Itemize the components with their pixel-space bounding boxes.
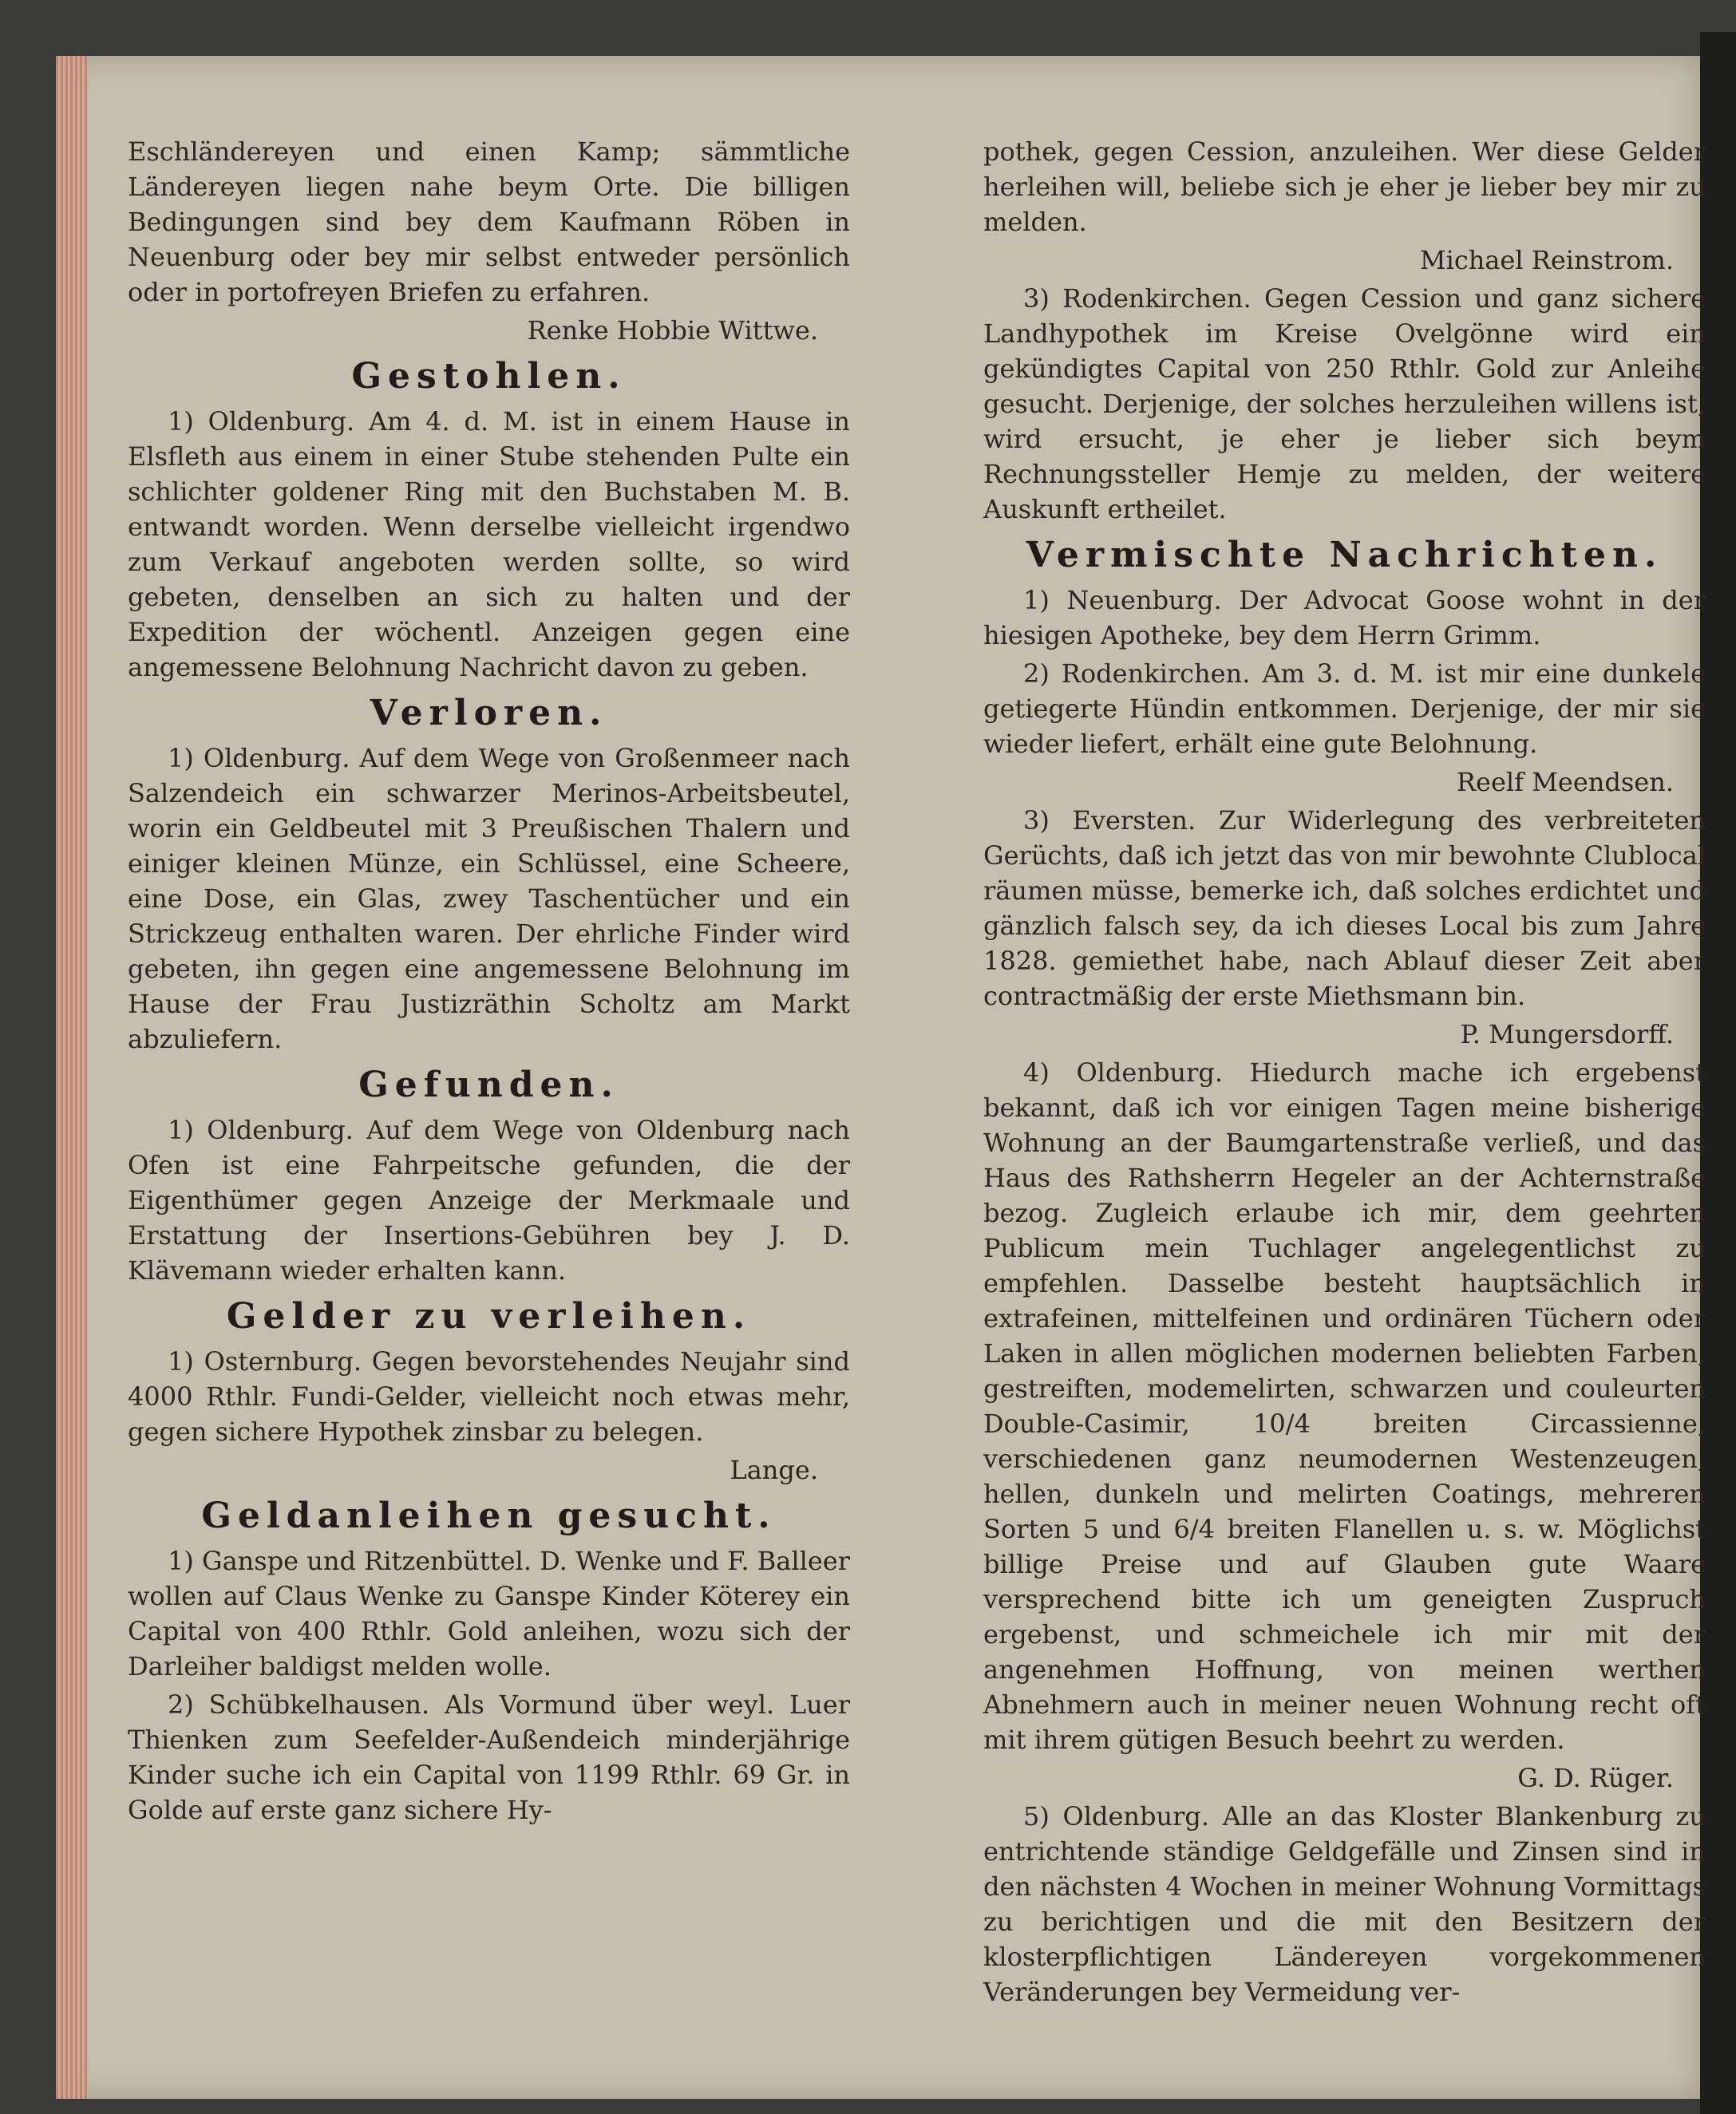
left-column bbox=[128, 134, 850, 1831]
heading-geldanleihen: Geldanleihen gesucht. bbox=[201, 1496, 777, 1536]
notice-verm-5: 5) Oldenburg. Alle an das Kloster Blankenburg zu entrichtende ständige Geldgefälle und Zinsen sind in den nächsten 4 Wochen in meiner Wohnung Vormittags zu berichtigen und die mit den Besitzern der klosterpflichtigen Ländereyen vorgekommenen Veränderungen bey Vermeidung ver- bbox=[983, 1801, 1706, 2007]
notice-gefunden-1: 1) Oldenburg. Auf dem Wege von Oldenburg nach Ofen ist eine Fahrpeitsche gefunden, die der Eigenthümer gegen Anzeige der Merkmaale und Erstattung der Insertions-Gebühren bey J. D. Klävemann wieder erhalten kann. bbox=[128, 1115, 850, 1286]
heading-gestohlen: Gestohlen. bbox=[351, 356, 627, 397]
heading-vermischte: Vermischte Nachrichten. bbox=[1026, 535, 1663, 575]
notice-anleihen-2: 2) Schübkelhausen. Als Vormund über weyl. Luer Thienken zum Seefelder-Außendeich minderjährige Kinder suche ich ein Capital von 1199 Rthlr. 69 Gr. in Golde auf erste ganz sichere Hy- bbox=[128, 1689, 850, 1825]
notice-gelder-1-signature: Lange. bbox=[730, 1455, 818, 1485]
notice-anleihen-1: 1) Ganspe und Ritzenbüttel. D. Wenke und F. Balleer wollen auf Claus Wenke zu Ganspe Kinder Köterey ein Capital von 400 Rthlr. Gold anleihen, wozu sich der Darleiher baldigst melden wolle. bbox=[128, 1546, 850, 1681]
heading-gelder-verleihen: Gelder zu verleihen. bbox=[226, 1296, 752, 1337]
notice-verm-3: 3) Eversten. Zur Widerlegung des verbreiteten Gerüchts, daß ich jetzt das von mir bewohnte Clublocal räumen müsse, bemerke ich, daß solches erdichtet und gänzlich falsch sey, da ich dieses Local bis zum Jahre 1828. gemiethet habe, nach Ablauf dieser Zeit aber contractmäßig der erste Miethsmann bin. bbox=[983, 805, 1706, 1011]
notice-verm-4: 4) Oldenburg. Hiedurch mache ich ergebenst bekannt, daß ich vor einigen Tagen meine bisherige Wohnung an der Baumgartenstraße verließ, und das Haus des Rathsherrn Hegeler an der Achternstraße bezog. Zugleich erlaube ich mir, dem geehrten Publicum mein Tuchlager angelegentlichst zu empfehlen. Dasselbe besteht hauptsächlich in extrafeinen, mittelfeinen und ordinären Tüchern oder Laken in allen möglichen modernen beliebten Farben, gestreiften, modemelirten, schwarzen und couleurten Double-Casimir, 10/4 breiten Circassienne, verschiedenen ganz neumodernen Westenzeugen, hellen, dunkeln und melirten Coatings, mehreren Sorten 5 und 6/4 breiten Flanellen u. s. w. Möglichst billige Preise und auf Glauben gute Waare versprechend bitte ich um geneigten Zuspruch ergebenst, und schmeichele ich mir mit der angenehmen Hoffnung, von meinen werthen Abnehmern auch in meiner neuen Wohnung recht oft mit ihrem gütigen Besuch beehrt zu werden. bbox=[983, 1057, 1706, 1755]
notice-gelder-1: 1) Osternburg. Gegen bevorstehendes Neujahr sind 4000 Rthlr. Fundi-Gelder, vielleicht noch etwas mehr, gegen sichere Hypothek zinsbar zu belegen. bbox=[128, 1346, 850, 1447]
notice-verm-1: 1) Neuenburg. Der Advocat Goose wohnt in der hiesigen Apotheke, bey dem Herrn Grimm. bbox=[983, 585, 1706, 650]
notice-gestohlen-1: 1) Oldenburg. Am 4. d. M. ist in einem Hause in Elsfleth aus einem in einer Stube stehenden Pulte ein schlichter goldener Ring mit den Buchstaben M. B. entwandt worden. Wenn derselbe vielleicht irgendwo zum Verkauf angeboten werden sollte, so wird gebeten, denselben an sich zu halten und der Expedition der wöchentl. Anzeigen gegen eine angemessene Belohnung Nachricht davon zu geben. bbox=[128, 406, 850, 682]
continued-paragraph: pothek, gegen Cession, anzuleihen. Wer diese Gelder herleihen will, beliebe sich je eher je lieber bey mir zu melden. bbox=[983, 136, 1706, 237]
continued-signature: Michael Reinstrom. bbox=[1419, 245, 1674, 275]
notice-anleihen-3: 3) Rodenkirchen. Gegen Cession und ganz sichere Landhypothek im Kreise Ovelgönne wird ein gekündigtes Capital von 250 Rthlr. Gold zur Anleihe gesucht. Derjenige, der solches herzuleihen willens ist, wird ersucht, je eher je lieber sich beym Rechnungssteller Hemje zu melden, der weitere Auskunft ertheilet. bbox=[983, 283, 1706, 524]
page-edge bbox=[56, 56, 88, 2099]
notice-verm-3-signature: P. Mungersdorff. bbox=[1460, 1019, 1674, 1049]
notice-verm-4-signature: G. D. Rüger. bbox=[1517, 1763, 1674, 1793]
heading-verloren: Verloren. bbox=[370, 693, 608, 733]
notice-verm-2: 2) Rodenkirchen. Am 3. d. M. ist mir eine dunkele getiegerte Hündin entkommen. Derjenige, der mir sie wieder liefert, erhält eine gute Belohnung. bbox=[983, 658, 1706, 759]
intro-paragraph: Eschländereyen und einen Kamp; sämmtliche Ländereyen liegen nahe beym Orte. Die billigen Bedingungen sind bey dem Kaufmann Röben in Neuenburg oder bey mir selbst entweder persönlich oder in portofreyen Briefen zu erfahren. bbox=[128, 136, 850, 307]
notice-verm-2-signature: Reelf Meendsen. bbox=[1456, 767, 1674, 797]
heading-gefunden: Gefunden. bbox=[358, 1065, 619, 1105]
notice-verloren-1: 1) Oldenburg. Auf dem Wege von Großenmeer nach Salzendeich ein schwarzer Merinos-Arbeitsbeutel, worin ein Geldbeutel mit 3 Preußischen Thalern und einiger kleinen Münze, ein Schlüssel, eine Scheere, eine Dose, ein Glas, zwey Taschentücher und ein Strickzeug enthalten waren. Der ehrliche Finder wird gebeten, ihn gegen eine angemessene Belohnung im Hause der Frau Justizräthin Scholtz am Markt abzuliefern. bbox=[128, 743, 850, 1054]
right-column bbox=[983, 134, 1706, 2013]
intro-signature: Renke Hobbie Wittwe. bbox=[527, 315, 818, 346]
